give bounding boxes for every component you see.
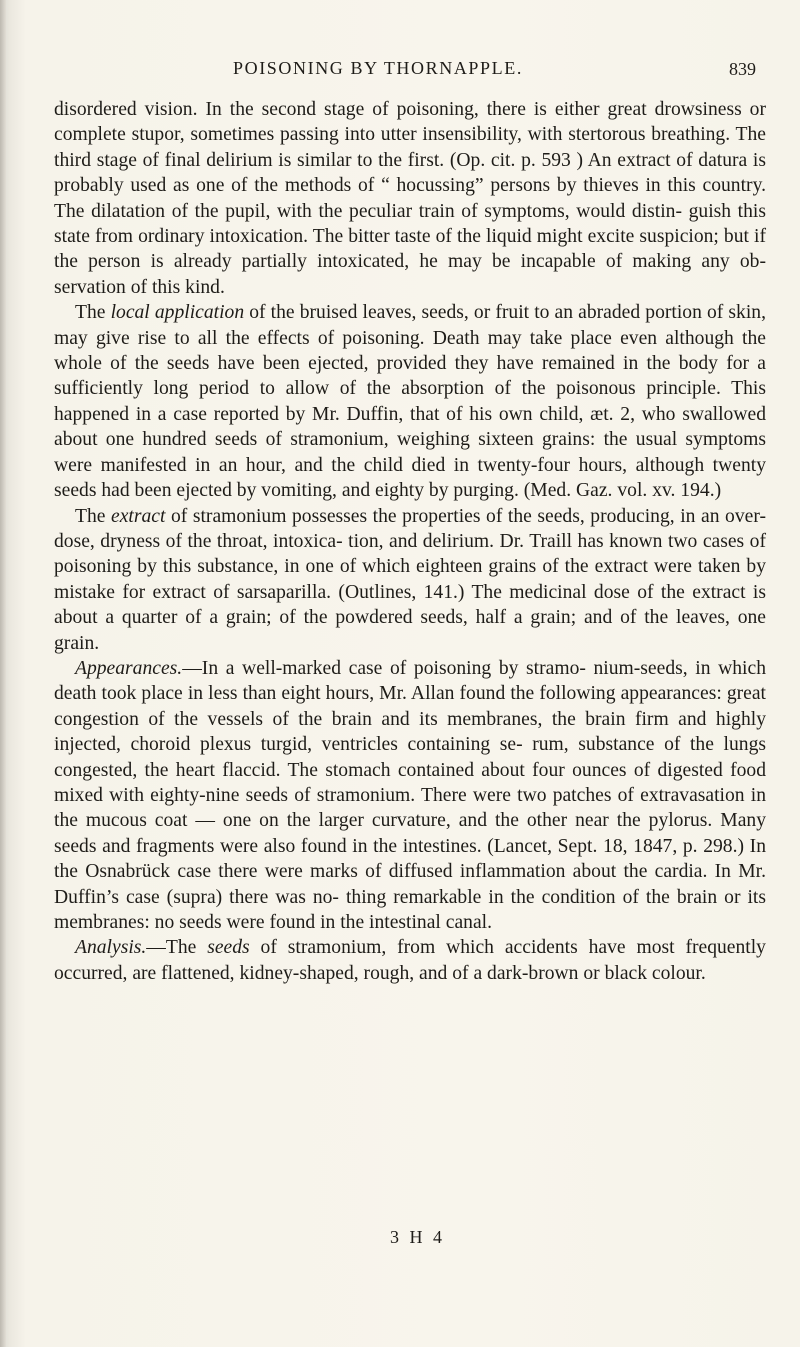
italic-text-run: seeds xyxy=(207,937,250,959)
text-run: of stramonium, from which accidents have most frequently occurred, are flattened, kidney-shaped, rough, and of a dark-brown or black colour. xyxy=(54,937,766,984)
paragraph xyxy=(54,300,766,503)
signature-mark: 3 H 4 xyxy=(390,1227,445,1247)
paragraph xyxy=(54,97,766,300)
italic-text-run: Appearances. xyxy=(75,657,183,679)
text-run: of stramonium possesses the properties of the seeds, producing, in an over-dose, dryness of the throat, intoxica- tion, and delirium. Dr. Traill has known two cases of poisoning by this substance, in one of which eighteen grains of the extract were taken by mistake for extract of sarsaparilla. (Outlines, 141.) The medicinal dose of the extract is about a quarter of a grain; of the powdered seeds, half a grain; and of the leaves, one grain. xyxy=(54,505,766,654)
running-head xyxy=(0,58,800,88)
italic-text-run: extract xyxy=(111,505,166,527)
text-run: disordered vision. In the second stage of poisoning, there is either great drowsiness or complete stupor, sometimes passing into utter insensibility, with stertorous breathing. The third stage of final delirium is similar to the first. (Op. cit. p. 593 ) An extract of datura is probably used as one of the methods of “ hocussing” persons by thieves in this country. The dilatation of the pupil, with the peculiar train of symptoms, would distin- guish this state from ordinary intoxication. The bitter taste of the liquid might excite suspicion; but if the person is already partially intoxicated, he may be incapable of making any ob- servation of this kind. xyxy=(54,99,766,298)
paragraph xyxy=(54,656,766,935)
italic-text-run: Analysis. xyxy=(75,937,147,959)
running-head-title: POISONING BY THORNAPPLE. xyxy=(233,58,523,78)
text-run: The xyxy=(75,302,111,324)
page-number: 839 xyxy=(729,59,756,79)
text-run: —In a well-marked case of poisoning by stramo- nium-seeds, in which death took place in less than eight hours, Mr. Allan found the following appearances: great congestion of the vessels of the brain and its membranes, the brain firm and highly injected, choroid plexus turgid, ventricles containing se- rum, substance of the lungs congested, the heart flaccid. The stomach contained about four ounces of digested food mixed with eighty-nine seeds of stramonium. There were two patches of extravasation in the mucous coat — one on the larger curvature, and the other near the pylorus. Many seeds and fragments were also found in the intestines. (Lancet, Sept. 18, 1847, p. 298.) In the Osnabrück case there were marks of diffused inflammation about the cardia. In Mr. Duffin’s case (supra) there was no- thing remarkable in the condition of the brain or its membranes: no seeds were found in the intestinal canal. xyxy=(54,657,766,933)
page-binding-edge xyxy=(0,0,6,1347)
body-text xyxy=(54,97,766,986)
text-run: —The xyxy=(146,937,208,959)
paragraph xyxy=(54,504,766,656)
italic-text-run: local application xyxy=(110,302,245,324)
text-run: The xyxy=(75,505,112,527)
paragraph xyxy=(54,935,766,986)
text-run: of the bruised leaves, seeds, or fruit to an abraded portion of skin, may give rise to all the effects of poisoning. Death may take place even although the whole of the seeds have been ejected, provided they have remained in the body for a sufficiently long period to allow of the absorption of the poisonous principle. This happened in a case reported by Mr. Duffin, that of his own child, æt. 2, who swallowed about one hundred seeds of stramonium, weighing sixteen grains: the usual symptoms were manifested in an hour, and the child died in twenty-four hours, although twenty seeds had been ejected by vomiting, and eighty by purging. (Med. Gaz. vol. xv. 194.) xyxy=(54,302,766,502)
